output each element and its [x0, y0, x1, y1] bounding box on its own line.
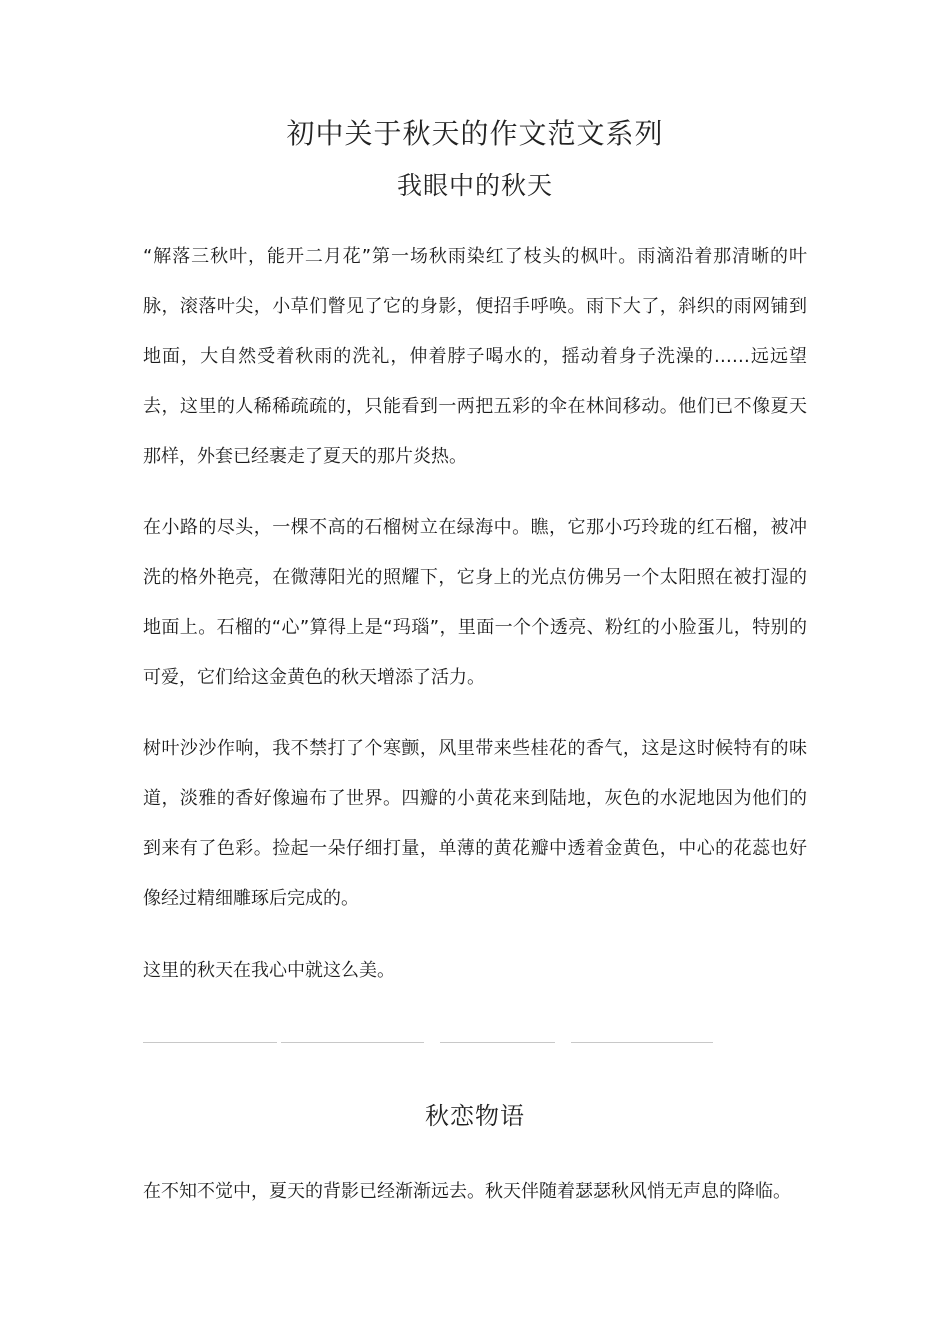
- paragraph: “解落三秋叶，能开二月花”第一场秋雨染红了枝头的枫叶。雨滴沿着那清晰的叶脉，滚落叶尖，小草们瞥见了它的身影，便招手呼唤。雨下大了，斜织的雨网铺到地面，大自然受着秋雨的洗礼，伸着脖子喝水的，摇动着身子洗澡的……远远望去，这里的人稀稀疏疏的，只能看到一两把五彩的伞在林间移动。他们已不像夏天那样，外套已经裹走了夏天的那片炎热。: [143, 246, 807, 467]
- divider-line: [571, 1042, 713, 1043]
- divider-line: [281, 1042, 424, 1043]
- paragraph: 这里的秋天在我心中就这么美。: [143, 960, 395, 981]
- divider-line: [440, 1042, 555, 1043]
- page-title: 初中关于秋天的作文范文系列: [286, 117, 664, 150]
- article-title: 秋恋物语: [425, 1102, 525, 1130]
- section-divider: [0, 1042, 950, 1044]
- paragraph: 在小路的尽头，一棵不高的石榴树立在绿海中。瞧，它那小巧玲珑的红石榴，被冲洗的格外艳亮，在微薄阳光的照耀下，它身上的光点仿佛另一个太阳照在被打湿的地面上。石榴的“心”算得上是“玛瑙”，里面一个个透亮、粉红的小脸蛋儿，特别的可爱，它们给这金黄色的秋天增添了活力。: [143, 517, 807, 688]
- paragraph: 树叶沙沙作响，我不禁打了个寒颤，风里带来些桂花的香气，这是这时候特有的味道，淡雅的香好像遍布了世界。四瓣的小黄花来到陆地，灰色的水泥地因为他们的到来有了色彩。捡起一朵仔细打量，单薄的黄花瓣中透着金黄色，中心的花蕊也好像经过精细雕琢后完成的。: [143, 738, 807, 909]
- divider-line: [143, 1042, 277, 1043]
- paragraph: 在不知不觉中，夏天的背影已经渐渐远去。秋天伴随着瑟瑟秋风悄无声息的降临。: [143, 1181, 791, 1202]
- article-title: 我眼中的秋天: [396, 171, 553, 200]
